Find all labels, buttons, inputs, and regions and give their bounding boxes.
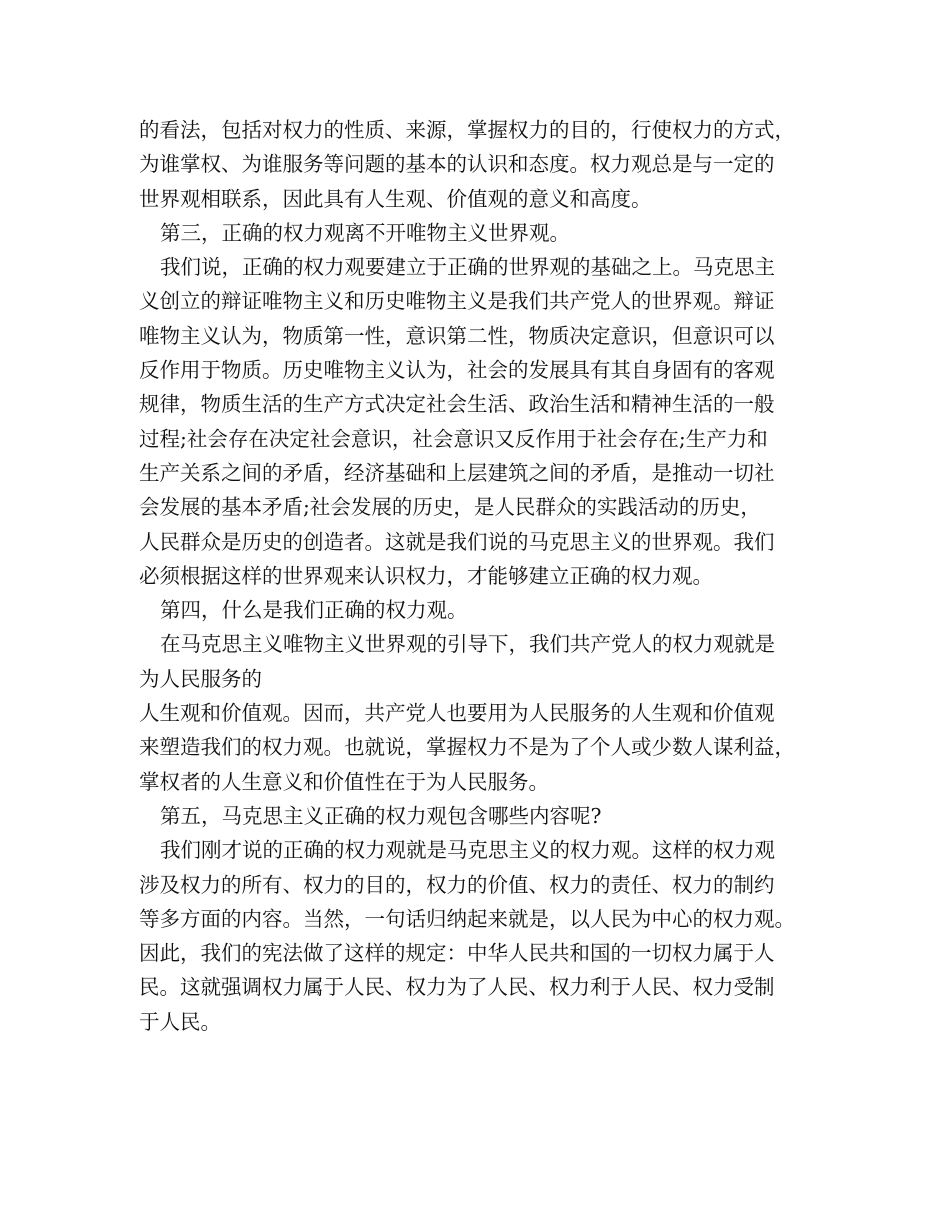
document-body — [139, 113, 839, 1039]
text-line: 因此，我们的宪法做了这样的规定：中华人民共和国的一切权力属于人 — [139, 941, 775, 966]
section-heading: 第五，马克思主义正确的权力观包含哪些内容呢? — [160, 803, 602, 828]
section-heading: 第四，什么是我们正确的权力观。 — [160, 598, 468, 623]
text-line: 反作用于物质。历史唯物主义认为，社会的发展具有其自身固有的客观 — [139, 358, 775, 383]
text-line: 等多方面的内容。当然，一句话归纳起来就是，以人民为中心的权力观。 — [139, 906, 795, 931]
text-line: 会发展的基本矛盾;社会发展的历史，是人民群众的实践活动的历史， — [139, 495, 761, 520]
text-line: 我们说，正确的权力观要建立于正确的世界观的基础之上。马克思主 — [160, 255, 775, 280]
text-line: 过程;社会存在决定社会意识，社会意识又反作用于社会存在;生产力和 — [139, 426, 768, 451]
text-line: 为人民服务的 — [139, 666, 262, 691]
section-heading: 第三，正确的权力观离不开唯物主义世界观。 — [160, 220, 570, 245]
text-line: 于人民。 — [139, 1009, 221, 1034]
text-line: 掌权者的人生意义和价值性在于为人民服务。 — [139, 769, 549, 794]
text-line: 世界观相联系，因此具有人生观、价值观的意义和高度。 — [139, 186, 652, 211]
text-line: 民。这就强调权力属于人民、权力为了人民、权力利于人民、权力受制 — [139, 975, 775, 1000]
text-line: 涉及权力的所有、权力的目的，权力的价值、权力的责任、权力的制约 — [139, 872, 775, 897]
text-line: 为谁掌权、为谁服务等问题的基本的认识和态度。权力观总是与一定的 — [139, 152, 775, 177]
text-line: 我们刚才说的正确的权力观就是马克思主义的权力观。这样的权力观 — [160, 838, 775, 863]
text-line: 人生观和价值观。因而，共产党人也要用为人民服务的人生观和价值观 — [139, 701, 775, 726]
text-line: 人民群众是历史的创造者。这就是我们说的马克思主义的世界观。我们 — [139, 529, 775, 554]
text-line: 生产关系之间的矛盾，经济基础和上层建筑之间的矛盾，是推动一切社 — [139, 460, 775, 485]
text-line: 唯物主义认为，物质第一性，意识第二性，物质决定意识，但意识可以 — [139, 323, 775, 348]
text-line: 来塑造我们的权力观。也就说，掌握权力不是为了个人或少数人谋利益， — [139, 735, 795, 760]
text-line: 义创立的辩证唯物主义和历史唯物主义是我们共产党人的世界观。辩证 — [139, 289, 775, 314]
text-line: 在马克思主义唯物主义世界观的引导下，我们共产党人的权力观就是 — [160, 632, 775, 657]
text-line: 的看法，包括对权力的性质、来源，掌握权力的目的，行使权力的方式， — [139, 118, 795, 142]
text-line: 规律，物质生活的生产方式决定社会生活、政治生活和精神生活的一般 — [139, 392, 775, 417]
text-line: 必须根据这样的世界观来认识权力，才能够建立正确的权力观。 — [139, 563, 713, 588]
